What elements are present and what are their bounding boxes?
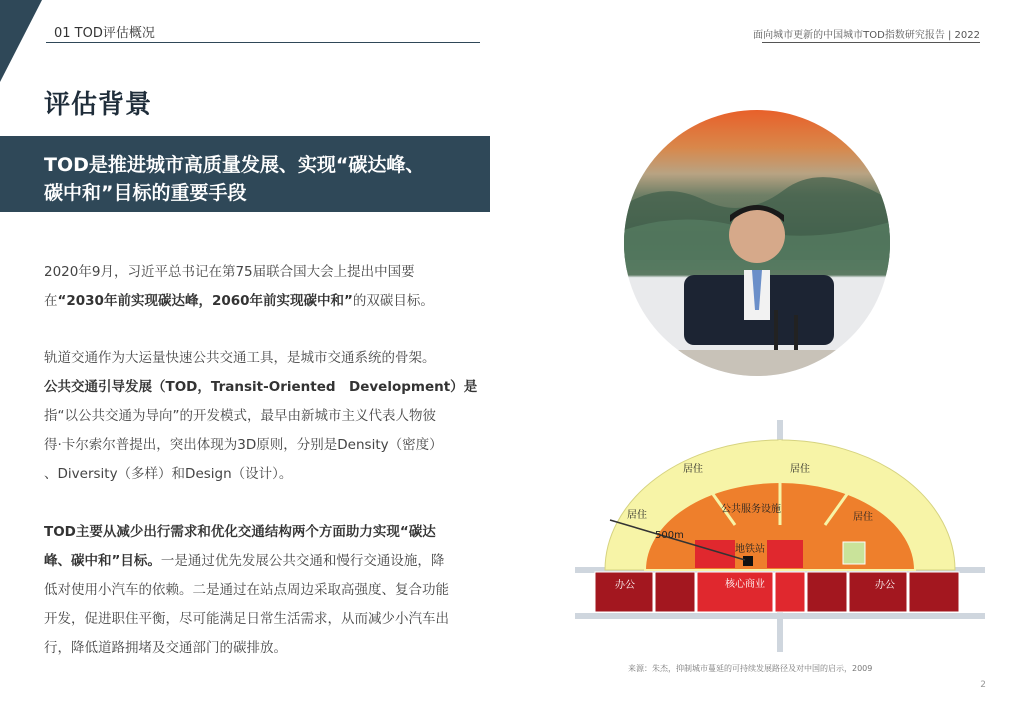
label-public-services: 公共服务设施 (721, 504, 781, 515)
corner-decoration (0, 0, 42, 82)
p2-line-3: 指“以公共交通为导向”的开发模式，最早由新城市主义代表人物彼 (44, 408, 436, 424)
label-radius: 500m (655, 530, 684, 541)
label-residential: 居住 (683, 464, 703, 475)
banner-line-2: 碳中和”目标的重要手段 (44, 182, 247, 204)
station-marker (743, 556, 753, 566)
figure-source: 来源：朱杰，抑制城市蔓延的可持续发展路径及对中国的启示，2009 (628, 664, 873, 673)
p3-line-5: 行，降低道路拥堵及交通部门的碳排放。 (44, 640, 287, 656)
paragraph-2 (44, 344, 490, 489)
label-core-commercial: 核心商业 (725, 579, 765, 590)
p3-line-4: 开发，促进职住平衡，尽可能满足日常生活需求，从而减少小汽车出 (44, 611, 449, 627)
paragraph-3 (44, 518, 490, 663)
section-label: 01 TOD评估概况 (54, 26, 155, 41)
label-residential: 居住 (853, 512, 873, 523)
speech-photo (624, 110, 890, 376)
green-block (843, 542, 865, 564)
label-residential: 居住 (627, 510, 647, 521)
label-residential: 居住 (790, 464, 810, 475)
p3-line-3: 低对使用小汽车的依赖。二是通过在站点周边采取高强度、复合功能 (44, 582, 449, 598)
page-number: 2 (980, 680, 986, 690)
report-title: 面向城市更新的中国城市TOD指数研究报告 | 2022 (753, 30, 980, 41)
p2-line-4: 得·卡尔索尔普提出，突出体现为3D原则，分别是Density（密度） (44, 437, 443, 453)
p2-line-1: 轨道交通作为大运量快速公共交通工具，是城市交通系统的骨架。 (44, 350, 436, 366)
label-office: 办公 (615, 580, 635, 591)
p3-line-1: TOD主要从减少出行需求和优化交通结构两个方面助力实现“碳达 (44, 524, 436, 540)
commercial-block (775, 572, 805, 612)
p2-line-2: 公共交通引导发展（TOD，Transit-Oriented Development）是 (44, 379, 478, 395)
label-station: 地铁站 (735, 544, 765, 555)
p2-line-5: 、Diversity（多样）和Design（设计）。 (44, 466, 293, 482)
office-block (849, 572, 907, 612)
commercial-block (767, 540, 803, 568)
office-block (595, 572, 653, 612)
office-block (807, 572, 847, 612)
banner-line-1: TOD是推进城市高质量发展、实现“碳达峰、 (44, 154, 425, 176)
label-office: 办公 (875, 580, 895, 591)
office-block (909, 572, 959, 612)
commercial-block (697, 572, 773, 612)
paragraph-1 (44, 258, 490, 316)
commercial-block (695, 540, 735, 568)
header-divider (46, 42, 480, 43)
page-title: 评估背景 (44, 90, 153, 120)
office-block (655, 572, 695, 612)
report-title-underline (762, 42, 980, 43)
p1-line-1: 2020年9月，习近平总书记在第75届联合国大会上提出中国要 (44, 264, 415, 280)
headline-banner (0, 136, 490, 212)
photo-illustration (624, 110, 890, 376)
p1-line-2: 在“2030年前实现碳达峰，2060年前实现碳中和”的双碳目标。 (44, 293, 434, 309)
p3-line-2: 峰、碳中和”目标。一是通过优先发展公共交通和慢行交通设施，降 (44, 553, 445, 569)
tod-diagram (575, 420, 985, 652)
